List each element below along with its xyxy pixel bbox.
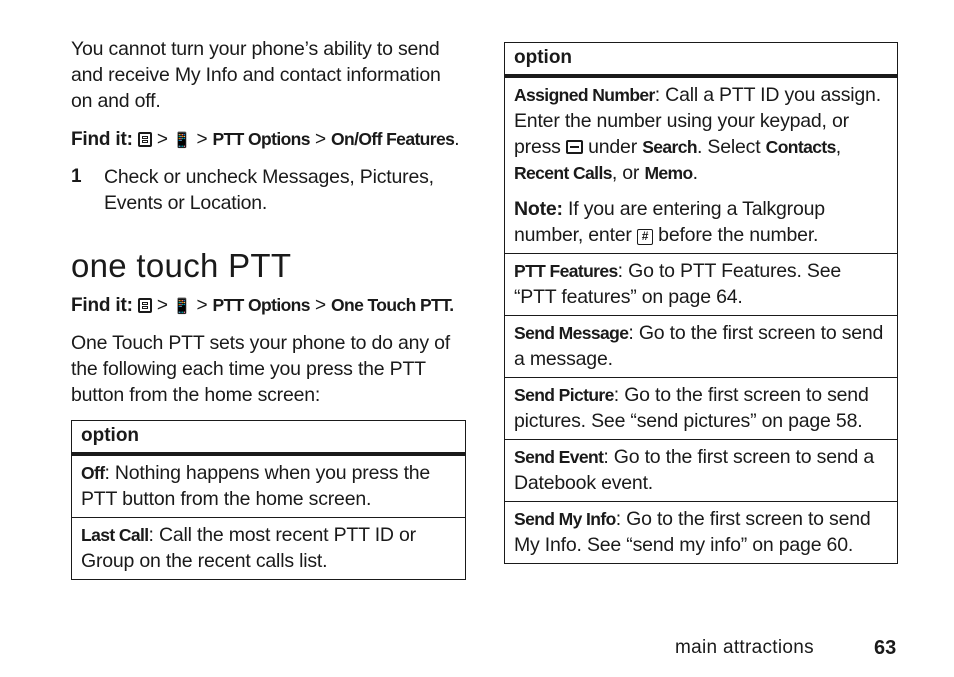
option-term-send-event: Send Event (514, 447, 604, 467)
table-row (72, 454, 466, 518)
table-row (72, 518, 466, 580)
table-row (505, 316, 898, 378)
separator: > (315, 129, 326, 150)
menu-item-memo: Memo (644, 163, 693, 183)
option-term-send-picture: Send Picture (514, 385, 614, 405)
table-row (505, 378, 898, 440)
option-term-send-message: Send Message (514, 323, 629, 343)
option-desc: : Go to the first screen to send a message. (514, 322, 884, 370)
option-desc: : Go to PTT Features. See “PTT features” on page 64. (514, 260, 841, 308)
table-cell (505, 502, 898, 564)
table-row (505, 76, 898, 254)
step-1 (71, 164, 466, 216)
footer-section-title: main attractions (675, 637, 814, 658)
table-cell (505, 316, 898, 378)
table-cell (72, 518, 466, 580)
option-desc: : Go to the first screen to send My Info. See “send my info” on page 60. (514, 508, 871, 556)
option-desc: : Go to the first screen to send a Datebook event. (514, 446, 874, 494)
ptt-phone-icon: 📱 (172, 298, 192, 315)
table-cell (505, 254, 898, 316)
option-term-last-call: Last Call (81, 525, 149, 545)
option-desc: : Call a PTT ID you assign. Enter the number using your keypad, or press (514, 84, 881, 158)
page-number: 63 (874, 637, 897, 659)
period: . (449, 295, 454, 315)
ptt-phone-icon: 📱 (172, 132, 192, 149)
hash-key-icon: # (637, 229, 653, 245)
table-row (505, 440, 898, 502)
menu-item-contacts: Contacts (765, 137, 836, 157)
find-it-label: Find it: (71, 129, 133, 150)
separator: > (156, 129, 168, 150)
separator: > (315, 295, 326, 316)
table-cell (505, 440, 898, 502)
table-cell (72, 454, 466, 518)
separator: > (196, 295, 208, 316)
table-header-row (72, 421, 466, 455)
table-row (505, 502, 898, 564)
menu-key-icon (138, 132, 152, 147)
option-desc: : Go to the first screen to send pictures. See “send pictures” on page 58. (514, 384, 869, 432)
section-heading: one touch PTT (71, 247, 292, 284)
table-cell-assigned-number (505, 76, 898, 254)
note-text (514, 196, 888, 248)
left-column (71, 36, 466, 580)
table-header-option: option (505, 43, 898, 77)
right-column (504, 42, 898, 564)
period: . (454, 129, 460, 150)
option-desc: : Nothing happens when you press the PTT button from the home screen. (81, 462, 431, 510)
option-desc: : Call the most recent PTT ID or Group on the recent calls list. (81, 524, 416, 572)
find-it-path-2 (71, 292, 466, 320)
option-term-send-my-info: Send My Info (514, 509, 616, 529)
menu-item-ptt-options: PTT Options (212, 295, 310, 315)
option-desc: , or (611, 162, 645, 184)
table-header-row (505, 43, 898, 77)
softkey-label-search: Search (642, 137, 697, 157)
option-desc: , (835, 136, 841, 158)
separator: > (196, 129, 208, 150)
table-cell (505, 378, 898, 440)
table-header-option: option (72, 421, 466, 455)
table-row (505, 254, 898, 316)
note-label: Note: (514, 198, 563, 220)
step-number: 1 (71, 166, 82, 187)
find-it-label: Find it: (71, 295, 133, 316)
intro-paragraph: You cannot turn your phone’s ability to send and receive My Info and contact information on and off. (71, 38, 441, 112)
note-desc: If you are entering a Talkgroup number, enter (514, 198, 825, 246)
menu-key-icon (138, 298, 152, 313)
step-text: Check or uncheck Messages, Pictures, Events or Location. (104, 166, 434, 214)
find-it-path-1 (71, 126, 466, 154)
menu-item-one-touch-ptt: One Touch PTT (331, 295, 450, 315)
option-term-assigned-number: Assigned Number (514, 85, 655, 105)
separator: > (156, 295, 168, 316)
assigned-number-text (514, 82, 888, 186)
option-term-ptt-features: PTT Features (514, 261, 618, 281)
options-table-right (504, 42, 898, 564)
option-desc: . Select (697, 136, 766, 158)
menu-item-recent-calls: Recent Calls (514, 163, 612, 183)
note-desc: before the number. (652, 224, 819, 246)
option-desc: . (692, 162, 698, 184)
menu-item-ptt-options: PTT Options (212, 129, 310, 149)
options-table-left (71, 420, 466, 580)
option-term-off: Off (81, 463, 105, 483)
option-desc: under (582, 136, 643, 158)
menu-item-on-off-features: On/Off Features (331, 129, 455, 149)
softkey-icon (566, 140, 583, 154)
one-touch-intro: One Touch PTT sets your phone to do any of the following each time you press the PTT button from the home screen: (71, 332, 450, 406)
